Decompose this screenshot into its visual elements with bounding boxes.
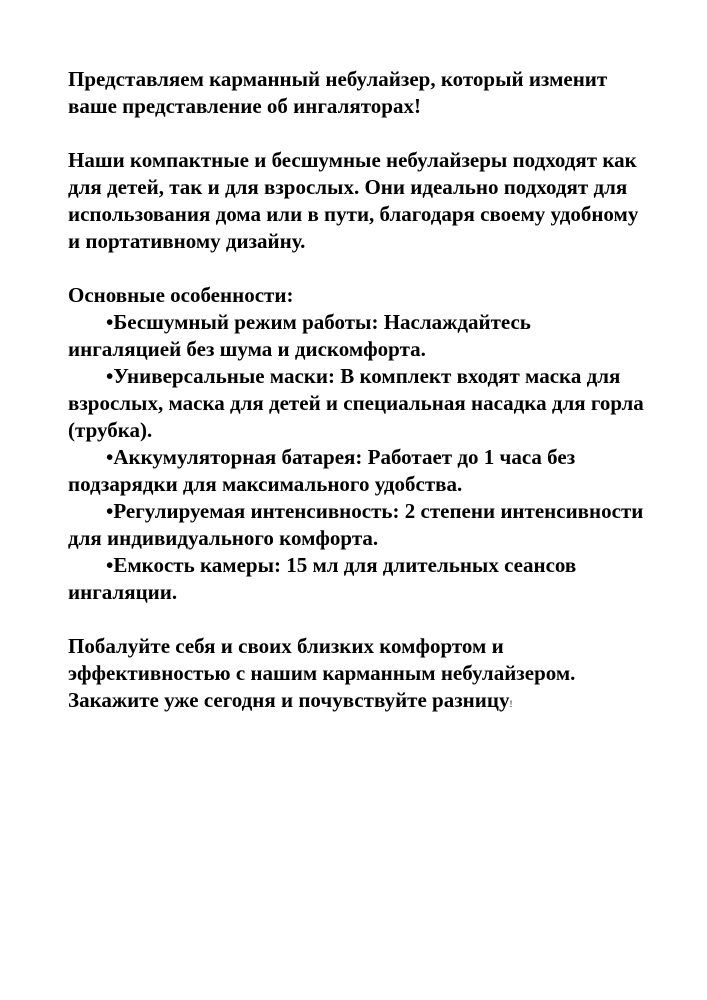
features-list	[68, 309, 648, 606]
document-body	[68, 66, 648, 718]
features-heading: Основные особенности:	[68, 283, 294, 307]
closing-paragraph	[68, 633, 648, 718]
closing-text: Побалуйте себя и своих близких комфортом и эффективностью с нашим карманным небулайзером. Закажите уже сегодня и почувствуйте разницу	[68, 634, 576, 712]
closing-exclamation: !	[509, 699, 513, 709]
feature-item-intensity: •Регулируемая интенсивность: 2 степени интенсивности для индивидуального комфорта.	[68, 499, 644, 550]
feature-item-silent: •Бесшумный режим работы: Наслаждайтесь ингаляцией без шума и дискомфорта.	[68, 310, 531, 361]
feature-item-masks: •Универсальные маски: В комплект входят маска для взрослых, маска для детей и специальная насадка для горла (трубка).	[68, 364, 644, 442]
intro-paragraph: Представляем карманный небулайзер, который изменит ваше представление об ингаляторах!	[68, 67, 608, 118]
feature-item-capacity: •Емкость камеры: 15 мл для длительных сеансов ингаляции.	[68, 553, 577, 604]
description-paragraph: Наши компактные и бесшумные небулайзеры подходят как для детей, так и для взрослых. Они идеально подходят для использования дома или в пути, благодаря своему удобному и портативному дизайну.	[68, 148, 639, 253]
feature-item-battery: •Аккумуляторная батарея: Работает до 1 часа без подзарядки для максимального удобства.	[68, 445, 576, 496]
